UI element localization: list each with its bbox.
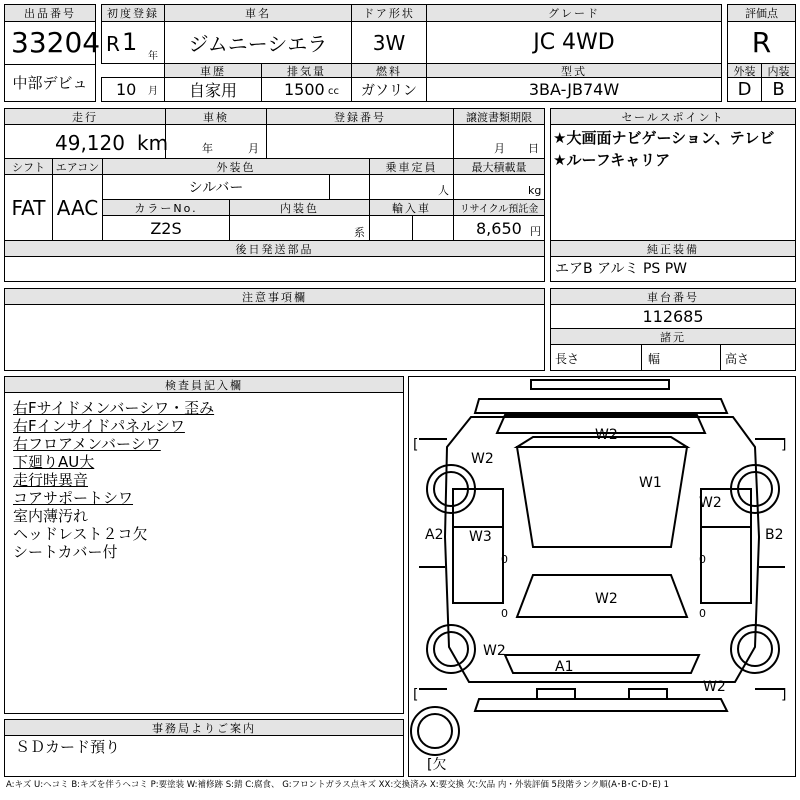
left-door-upper: [453, 489, 503, 527]
lot-number: 33204: [11, 26, 101, 59]
mark-zero-4: 0: [699, 607, 706, 620]
ext-color: シルバー: [188, 180, 244, 196]
score-cell: [727, 21, 796, 64]
notes-cell: [4, 304, 545, 371]
ext-color-cell: [102, 174, 330, 200]
interior-cell: [761, 77, 796, 102]
fuel-cell: [351, 77, 427, 102]
sales-header: セールスポイント: [550, 108, 796, 125]
maxload-cell: [453, 174, 545, 200]
bracket-left-1: [: [413, 437, 419, 453]
ac-header: エアコン: [52, 158, 103, 175]
history-header: 車歴: [164, 63, 262, 78]
height-label: 高さ: [725, 352, 750, 366]
door-cell: [351, 21, 427, 64]
inspector-line: 右Fサイドメンバーシワ・歪み: [13, 399, 215, 417]
sales-cell: [550, 124, 796, 241]
car-name: ジムニーシエラ: [188, 32, 328, 56]
ext-color-header: 外装色: [102, 158, 370, 175]
mark-left-a2: A2: [425, 527, 444, 543]
legend: A:キズ U:ヘコミ B:キズを伴うヘコミ P:要塗装 W:補修跡 S:錆 C:腐食、 G:フロントガラス点キズ XX:交換済み X:要交換 欠:欠品 内・外装評価 5段階ランク順(A･B･C･D･E) 1: [6, 780, 670, 790]
color-no-cell: [102, 215, 230, 241]
inspector-header: 検査員記入欄: [4, 376, 404, 393]
capacity-header: 乗車定員: [369, 158, 454, 175]
score: R: [751, 26, 772, 59]
mileage-unit: km: [137, 131, 169, 155]
inspector-line: ヘッドレスト２コ欠: [13, 525, 148, 543]
inspection-cell: [165, 124, 267, 159]
right-door: [701, 527, 751, 603]
spare-wheel-inner: [418, 714, 452, 748]
inspector-line: 右フロアメンバーシワ: [13, 435, 161, 453]
inspection-year-unit: 年: [202, 142, 213, 155]
bracket-left-2: [: [413, 687, 419, 703]
transfer-month-unit: 月: [494, 142, 505, 155]
car-name-cell: [164, 21, 352, 64]
int-color-unit: 系: [354, 226, 365, 239]
exterior-cell: [727, 77, 762, 102]
mark-zero-1: 0: [501, 553, 508, 566]
inspector-line: 下廻りAU大: [13, 453, 95, 471]
mileage: 49,120: [55, 131, 125, 155]
hood-outline: [475, 399, 727, 413]
model-header: 型式: [426, 63, 722, 78]
width-cell: [641, 344, 721, 371]
mark-right-front-w2: W2: [699, 495, 722, 511]
interior-header: 内装: [761, 63, 796, 78]
fuel-header: 燃料: [351, 63, 427, 78]
bracket-right-2: ]: [781, 687, 787, 703]
color-no-header: カラーNo.: [102, 199, 230, 216]
rear-bumper-right: [629, 689, 667, 699]
later-parts-cell: [4, 256, 545, 282]
inspector-line: コアサポートシワ: [13, 489, 134, 507]
inspection-month-unit: 月: [248, 142, 259, 155]
equip-header: 純正装備: [550, 240, 796, 257]
door: 3W: [372, 30, 406, 55]
month-unit: 月: [148, 86, 158, 97]
history: 自家用: [188, 81, 237, 100]
first-reg-header: 初度登録: [101, 4, 165, 22]
inspector-line: 右Fインサイドパネルシワ: [13, 417, 185, 435]
debut-cell: [4, 64, 96, 102]
import-cell-b: [412, 215, 454, 241]
displacement-cell: [261, 77, 352, 102]
chassis-header: 車台番号: [550, 288, 796, 305]
first-reg-cell: [101, 21, 165, 64]
grade: JC 4WD: [533, 30, 615, 55]
year-unit: 年: [148, 51, 158, 62]
lot-number-header: 出品番号: [4, 4, 96, 22]
inspector-line: 走行時異音: [13, 471, 89, 489]
sales-point-1: ★大画面ナビゲーション、テレビ: [553, 129, 775, 147]
inspector-cell: [4, 392, 404, 714]
inspection-header: 車検: [165, 108, 267, 125]
mark-right-rear-w2: W2: [703, 679, 726, 695]
transfer-day-unit: 日: [528, 142, 539, 155]
reg-number-header: 登録番号: [266, 108, 454, 125]
equip-cell: [550, 256, 796, 282]
mark-a1: A1: [555, 659, 574, 675]
dims-header: 諸元: [550, 328, 796, 345]
mark-zero-3: 0: [699, 553, 706, 566]
shift: FAT: [11, 195, 46, 220]
equip-value: エアB アルミ PS PW: [555, 261, 688, 277]
displacement-unit: cc: [328, 86, 339, 97]
rear-strip: [475, 699, 727, 711]
transfer-cell: [453, 124, 545, 159]
mark-spare-missing: [欠: [427, 757, 447, 773]
chassis-number: 112685: [642, 307, 704, 326]
office-cell: [4, 735, 404, 777]
inspector-line: シートカバー付: [13, 543, 118, 561]
rear-bumper-left: [537, 689, 575, 699]
model: 3BA-JB74W: [528, 80, 620, 99]
length-label: 長さ: [555, 352, 580, 366]
month: 10: [116, 80, 137, 99]
mark-left-rear-w2: W2: [483, 643, 506, 659]
model-cell: [426, 77, 722, 102]
shift-cell: [4, 174, 53, 241]
era-year: 1: [122, 28, 138, 56]
mark-rear-w2: W2: [595, 591, 618, 607]
mark-zero-2: 0: [501, 607, 508, 620]
inspector-line: 室内薄汚れ: [13, 507, 89, 525]
door-header: ドア形状: [351, 4, 427, 22]
month-cell: [101, 77, 165, 102]
length-cell: [550, 344, 642, 371]
mark-top-w2: W2: [595, 427, 618, 443]
ac-cell: [52, 174, 103, 241]
mark-roof-w1: W1: [639, 475, 662, 491]
later-parts-header: 後日発送部品: [4, 240, 545, 257]
interior-grade: B: [772, 79, 785, 100]
grade-header: グレード: [426, 4, 722, 22]
color-no: Z2S: [150, 218, 182, 238]
displacement-header: 排気量: [261, 63, 352, 78]
recycle-unit: 円: [530, 225, 541, 238]
roof-strip: [531, 380, 669, 389]
sales-point-2: ★ルーフキャリア: [553, 151, 671, 169]
capacity-unit: 人: [438, 184, 449, 197]
fuel: ガソリン: [361, 82, 417, 99]
notes-header: 注意事項欄: [4, 288, 545, 305]
history-cell: [164, 77, 262, 102]
exterior-header: 外装: [727, 63, 762, 78]
reg-number-cell: [266, 124, 454, 159]
shift-header: シフト: [4, 158, 53, 175]
mark-left-door-w3: W3: [469, 529, 492, 545]
mileage-cell: [4, 124, 169, 159]
bracket-right-1: ]: [781, 437, 787, 453]
car-diagram: [409, 377, 795, 776]
displacement: 1500: [284, 80, 325, 99]
import-cell-a: [369, 215, 413, 241]
int-color-header: 内装色: [229, 199, 370, 216]
era: R: [106, 32, 120, 56]
car-name-header: 車名: [164, 4, 352, 22]
int-color-cell: [229, 215, 370, 241]
import-header: 輸入車: [369, 199, 454, 216]
cabin-outline: [517, 447, 687, 547]
score-header: 評価点: [727, 4, 796, 22]
transfer-header: 譲渡書類期限: [453, 108, 545, 125]
exterior-grade: D: [737, 79, 752, 100]
office-text: ＳＤカード預り: [15, 738, 121, 756]
mark-left-front-w2: W2: [471, 451, 494, 467]
width-label: 幅: [648, 352, 661, 366]
recycle-header: リサイクル預託金: [453, 199, 545, 216]
chassis-cell: [550, 304, 796, 329]
debut-text: 中部デビュ: [12, 73, 88, 92]
lot-number-cell: [4, 21, 101, 65]
recycle-cell: [453, 215, 545, 241]
ac: AAC: [56, 195, 99, 220]
capacity-cell: [369, 174, 454, 200]
rear-panel: [505, 655, 699, 673]
recycle: 8,650: [476, 219, 522, 238]
grade-cell: [426, 21, 722, 64]
height-cell: [720, 344, 796, 371]
maxload-header: 最大積載量: [453, 158, 545, 175]
damage-diagram-frame: [408, 376, 796, 777]
maxload-unit: kg: [528, 184, 542, 197]
office-header: 事務局よりご案内: [4, 719, 404, 736]
mileage-header: 走行: [4, 108, 166, 125]
ext-color-extra: [329, 174, 370, 200]
mark-right-b2: B2: [765, 527, 784, 543]
